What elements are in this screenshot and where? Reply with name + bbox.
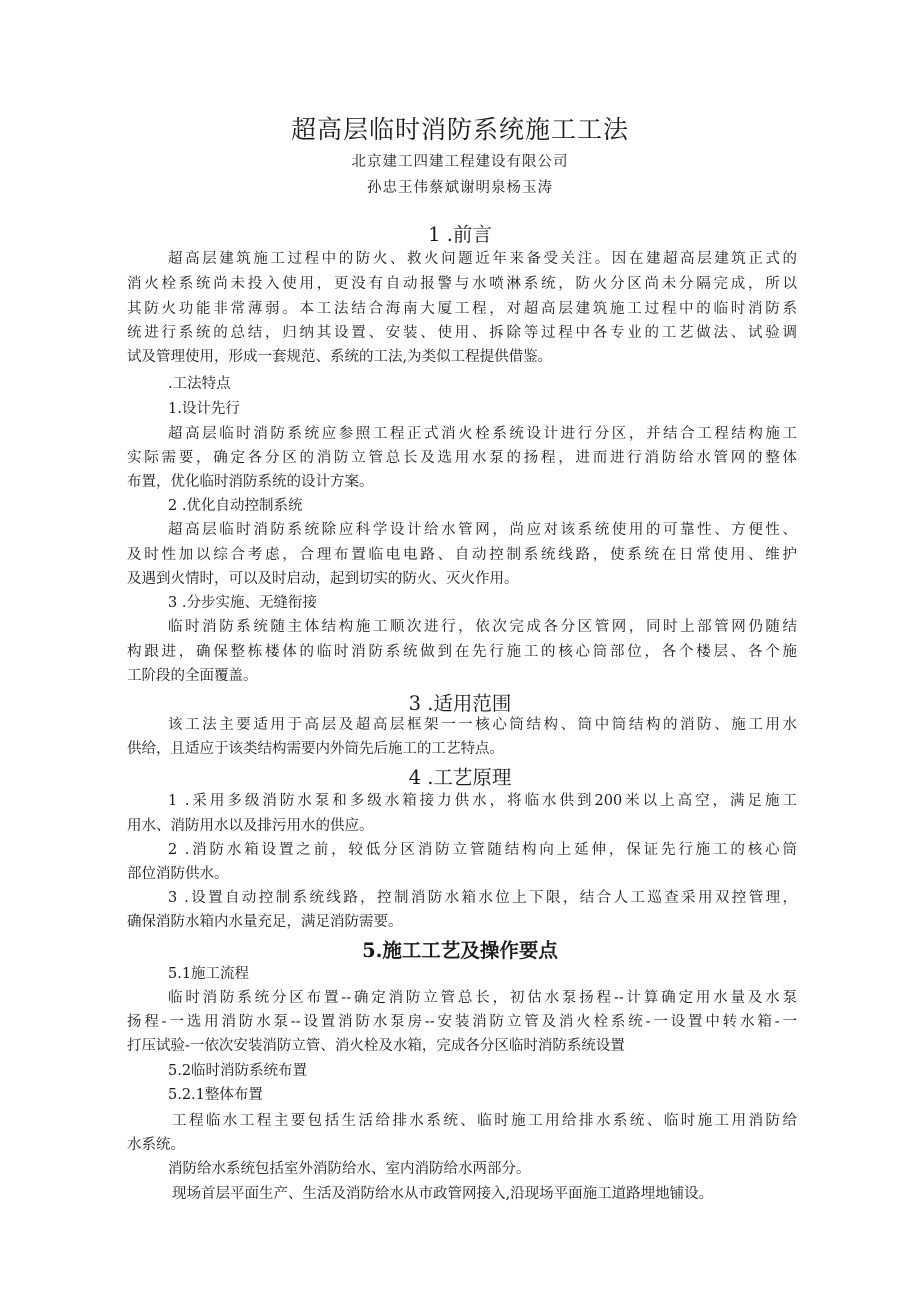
company-name: 北京建工四建工程建设有限公司 <box>351 154 569 170</box>
section-heading-process: 5.施工工艺及操作要点 <box>362 939 558 962</box>
paragraph-line: 试及管理使用，形成一套规范、系统的工法,为类似工程提供借鉴。 <box>127 349 553 365</box>
paragraph-line: 超高层临时消防系统应参照工程正式消火栓系统设计进行分区，并结合工程结构施工 <box>168 426 797 442</box>
paragraph-line: 其防火功能非常薄弱。本工法结合海南大厦工程，对超高层建筑施工过程中的临时消防系 <box>127 301 797 317</box>
section-heading-scope: 3 .适用范围 <box>408 692 512 715</box>
paragraph-line: 及时性加以综合考虑，合理布置临电电路、自动控制系统线路，使系统在日常使用、维护 <box>127 547 797 563</box>
paragraph-line: 构跟进，确保整栋楼体的临时消防系统做到在先行施工的核心筒部位，各个楼层、各个施 <box>127 644 797 660</box>
paragraph-line: 供给，且适应于该类结构需要内外筒先后施工的工艺特点。 <box>127 741 504 757</box>
item-heading: 2 .优化自动控制系统 <box>168 498 303 514</box>
paragraph-line: 确保消防水箱内水量充足，满足消防需要。 <box>127 914 403 930</box>
paragraph-line: 扬程-一选用消防水泵--设置消防水泵房--安装消防立管及消火栓系统-一设置中转水箱-一 <box>127 1014 797 1030</box>
paragraph-line: 打压试验-一依次安装消防立管、消火栓及水箱，完成各分区临时消防系统设置 <box>127 1038 625 1054</box>
author-names: 孙忠王伟蔡斌谢明泉杨玉涛 <box>367 180 553 196</box>
subsection-heading: 5.2临时消防系统布置 <box>168 1063 308 1079</box>
paragraph-line: 工程临水工程主要包括生活给排水系统、临时施工用给排水系统、临时施工用消防给 <box>172 1113 797 1129</box>
paragraph-line: 消火栓系统尚未投入使用，更没有自动报警与水喷淋系统，防火分区尚未分隔完成，所以 <box>127 276 797 292</box>
item-heading: 1.设计先行 <box>168 401 240 417</box>
paragraph-line: 超高层建筑施工过程中的防火、救火问题近年来备受关注。因在建超高层建筑正式的 <box>168 251 797 267</box>
paragraph-line: 临时消防系统随主体结构施工顺次进行，依次完成各分区管网，同时上部管网仍随结 <box>168 619 797 635</box>
document-title: 超高层临时消防系统施工工法 <box>290 115 629 144</box>
paragraph-line: 水系统。 <box>127 1137 185 1153</box>
subsection-heading: 5.1施工流程 <box>168 966 250 982</box>
subsection-heading-features: .工法特点 <box>168 376 231 392</box>
paragraph-line: 用水、消防用水以及排污用水的供应。 <box>127 818 374 834</box>
paragraph-line: 1 .采用多级消防水泵和多级水箱接力供水，将临水供到200米以上高空，满足施工 <box>168 793 797 809</box>
paragraph-line: 现场首层平面生产、生活及消防给水从市政管网接入,沿现场平面施工道路埋地铺设。 <box>172 1186 714 1202</box>
paragraph-line: 临时消防系统分区布置--确定消防立管总长，初估水泵扬程--计算确定用水量及水泵 <box>168 990 797 1006</box>
paragraph-line: 统进行系统的总结，归纳其设置、安装、使用、拆除等过程中各专业的工艺做法、试验调 <box>127 325 797 341</box>
section-heading-principle: 4 .工艺原理 <box>408 766 512 789</box>
paragraph-line: 3 .设置自动控制系统线路，控制消防水箱水位上下限，结合人工巡查采用双控管理， <box>168 890 797 906</box>
paragraph-line: 工阶段的全面覆盖。 <box>127 668 258 684</box>
paragraph-line: 布置，优化临时消防系统的设计方案。 <box>127 474 374 490</box>
paragraph-line: 及遇到火情时，可以及时启动，起到切实的防火、灭火作用。 <box>127 571 519 587</box>
item-heading: 3 .分步实施、无缝衔接 <box>168 595 317 611</box>
paragraph-line: 实际需要，确定各分区的消防立管总长及选用水泵的扬程，进而进行消防给水管网的整体 <box>127 450 797 466</box>
paragraph-line: 该工法主要适用于高层及超高层框架一一核心筒结构、筒中筒结构的消防、施工用水 <box>168 717 797 733</box>
paragraph-line: 超高层临时消防系统除应科学设计给水管网，尚应对该系统使用的可靠性、方便性、 <box>168 522 797 538</box>
paragraph-line: 部位消防供水。 <box>127 866 229 882</box>
paragraph-line: 消防给水系统包括室外消防给水、室内消防给水两部分。 <box>168 1161 531 1177</box>
section-heading-preface: 1 .前言 <box>428 223 492 246</box>
paragraph-line: 2 .消防水箱设置之前，较低分区消防立管随结构向上延伸，保证先行施工的核心筒 <box>168 842 797 858</box>
subsection-heading: 5.2.1整体布置 <box>168 1087 263 1103</box>
